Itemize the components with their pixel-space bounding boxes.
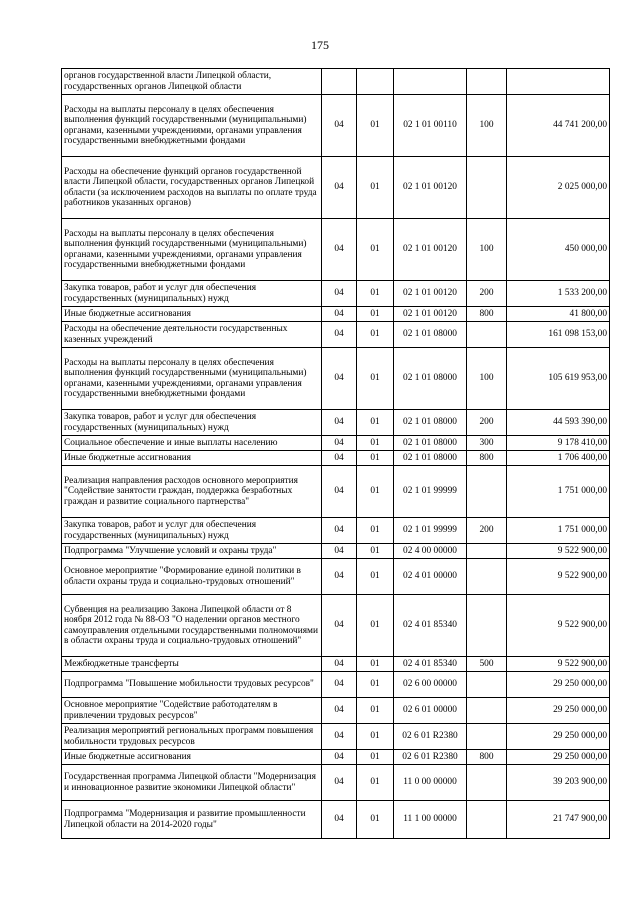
amount-cell: 9 522 900,00 xyxy=(507,559,610,595)
section-code-cell: 04 xyxy=(322,451,357,466)
amount-cell: 161 098 153,00 xyxy=(507,322,610,348)
amount-cell: 9 522 900,00 xyxy=(507,595,610,657)
expense-type-cell: 200 xyxy=(467,518,507,544)
item-name-cell: Закупка товаров, работ и услуг для обеспечения государственных (муниципальных) нужд xyxy=(62,410,322,436)
target-article-cell: 02 6 01 00000 xyxy=(394,698,467,724)
subsection-code-cell: 01 xyxy=(357,724,394,750)
section-code-cell: 04 xyxy=(322,724,357,750)
target-article-cell: 02 1 01 08000 xyxy=(394,436,467,451)
target-article-cell: 02 1 01 00120 xyxy=(394,157,467,219)
target-article-cell: 02 1 01 00120 xyxy=(394,307,467,322)
section-code-cell: 04 xyxy=(322,518,357,544)
amount-cell xyxy=(507,69,610,95)
section-code-cell: 04 xyxy=(322,595,357,657)
subsection-code-cell: 01 xyxy=(357,436,394,451)
amount-cell: 39 203 900,00 xyxy=(507,765,610,801)
expense-type-cell: 800 xyxy=(467,451,507,466)
section-code-cell: 04 xyxy=(322,157,357,219)
amount-cell: 29 250 000,00 xyxy=(507,724,610,750)
table-row xyxy=(62,672,610,698)
target-article-cell: 02 6 01 R2380 xyxy=(394,724,467,750)
section-code-cell: 04 xyxy=(322,698,357,724)
subsection-code-cell: 01 xyxy=(357,348,394,410)
subsection-code-cell: 01 xyxy=(357,451,394,466)
section-code-cell: 04 xyxy=(322,750,357,765)
table-row xyxy=(62,724,610,750)
table-row xyxy=(62,559,610,595)
item-name-cell: Расходы на выплаты персоналу в целях обеспечения выполнения функций государственными (муниципальными) органами, казенными учреждениями, органами управления государственными внебюджетными фондами xyxy=(62,348,322,410)
subsection-code-cell: 01 xyxy=(357,595,394,657)
item-name-cell: Расходы на выплаты персоналу в целях обеспечения выполнения функций государственными (муниципальными) органами, казенными учреждениями, органами управления государственными внебюджетными фондами xyxy=(62,219,322,281)
section-code-cell: 04 xyxy=(322,657,357,672)
item-name-cell: Субвенция на реализацию Закона Липецкой области от 8 ноября 2012 года № 88-ОЗ "О наделении органов местного самоуправления отдельными государственными полномочиями в области охраны труда и социально-трудовых отношений" xyxy=(62,595,322,657)
item-name-cell: Иные бюджетные ассигнования xyxy=(62,750,322,765)
section-code-cell: 04 xyxy=(322,322,357,348)
subsection-code-cell: 01 xyxy=(357,410,394,436)
target-article-cell: 11 0 00 00000 xyxy=(394,765,467,801)
table-row xyxy=(62,436,610,451)
amount-cell: 1 751 000,00 xyxy=(507,518,610,544)
section-code-cell: 04 xyxy=(322,410,357,436)
section-code-cell: 04 xyxy=(322,559,357,595)
section-code-cell: 04 xyxy=(322,466,357,518)
expense-type-cell: 200 xyxy=(467,410,507,436)
section-code-cell: 04 xyxy=(322,544,357,559)
table-row xyxy=(62,466,610,518)
target-article-cell: 02 1 01 08000 xyxy=(394,348,467,410)
table-row xyxy=(62,801,610,839)
amount-cell: 44 741 200,00 xyxy=(507,95,610,157)
amount-cell: 21 747 900,00 xyxy=(507,801,610,839)
subsection-code-cell: 01 xyxy=(357,219,394,281)
subsection-code-cell: 01 xyxy=(357,281,394,307)
target-article-cell: 02 4 00 00000 xyxy=(394,544,467,559)
subsection-code-cell: 01 xyxy=(357,544,394,559)
item-name-cell: Государственная программа Липецкой области "Модернизация и инновационное развитие экономики Липецкой области" xyxy=(62,765,322,801)
expense-type-cell: 500 xyxy=(467,657,507,672)
target-article-cell: 02 1 01 99999 xyxy=(394,466,467,518)
item-name-cell: Реализация мероприятий региональных программ повышения мобильности трудовых ресурсов xyxy=(62,724,322,750)
expense-type-cell xyxy=(467,698,507,724)
subsection-code-cell: 01 xyxy=(357,698,394,724)
item-name-cell: Иные бюджетные ассигнования xyxy=(62,451,322,466)
section-code-cell: 04 xyxy=(322,281,357,307)
budget-table xyxy=(61,68,610,839)
item-name-cell: Иные бюджетные ассигнования xyxy=(62,307,322,322)
amount-cell: 29 250 000,00 xyxy=(507,698,610,724)
target-article-cell: 02 1 01 00120 xyxy=(394,219,467,281)
target-article-cell: 02 4 01 85340 xyxy=(394,657,467,672)
amount-cell: 29 250 000,00 xyxy=(507,672,610,698)
target-article-cell: 02 4 01 85340 xyxy=(394,595,467,657)
section-code-cell: 04 xyxy=(322,348,357,410)
amount-cell: 1 706 400,00 xyxy=(507,451,610,466)
target-article-cell xyxy=(394,69,467,95)
table-row xyxy=(62,750,610,765)
amount-cell: 105 619 953,00 xyxy=(507,348,610,410)
item-name-cell: Социальное обеспечение и иные выплаты населению xyxy=(62,436,322,451)
item-name-cell: Подпрограмма "Модернизация и развитие промышленности Липецкой области на 2014-2020 годы" xyxy=(62,801,322,839)
item-name-cell: Закупка товаров, работ и услуг для обеспечения государственных (муниципальных) нужд xyxy=(62,518,322,544)
table-row xyxy=(62,410,610,436)
table-row xyxy=(62,157,610,219)
item-name-cell: Основное мероприятие "Содействие работодателям в привлечении трудовых ресурсов" xyxy=(62,698,322,724)
table-row xyxy=(62,657,610,672)
target-article-cell: 02 1 01 00120 xyxy=(394,281,467,307)
subsection-code-cell xyxy=(357,69,394,95)
table-row xyxy=(62,451,610,466)
expense-type-cell: 300 xyxy=(467,436,507,451)
target-article-cell: 02 1 01 08000 xyxy=(394,322,467,348)
item-name-cell: Подпрограмма "Улучшение условий и охраны труда" xyxy=(62,544,322,559)
section-code-cell: 04 xyxy=(322,765,357,801)
expense-type-cell xyxy=(467,559,507,595)
subsection-code-cell: 01 xyxy=(357,322,394,348)
target-article-cell: 02 6 01 R2380 xyxy=(394,750,467,765)
page-number: 175 xyxy=(311,38,329,52)
table-row xyxy=(62,544,610,559)
section-code-cell: 04 xyxy=(322,672,357,698)
expense-type-cell: 200 xyxy=(467,281,507,307)
target-article-cell: 02 4 01 00000 xyxy=(394,559,467,595)
amount-cell: 2 025 000,00 xyxy=(507,157,610,219)
amount-cell: 44 593 390,00 xyxy=(507,410,610,436)
expense-type-cell xyxy=(467,322,507,348)
item-name-cell: Подпрограмма "Повышение мобильности трудовых ресурсов" xyxy=(62,672,322,698)
target-article-cell: 02 1 01 99999 xyxy=(394,518,467,544)
subsection-code-cell: 01 xyxy=(357,518,394,544)
subsection-code-cell: 01 xyxy=(357,95,394,157)
expense-type-cell xyxy=(467,157,507,219)
amount-cell: 9 178 410,00 xyxy=(507,436,610,451)
table-row xyxy=(62,281,610,307)
target-article-cell: 11 1 00 00000 xyxy=(394,801,467,839)
table-row xyxy=(62,322,610,348)
subsection-code-cell: 01 xyxy=(357,657,394,672)
table-row xyxy=(62,69,610,95)
item-name-cell: органов государственной власти Липецкой области, государственных органов Липецкой области xyxy=(62,69,322,95)
item-name-cell: Межбюджетные трансферты xyxy=(62,657,322,672)
item-name-cell: Основное мероприятие "Формирование единой политики в области охраны труда и социально-трудовых отношений" xyxy=(62,559,322,595)
table-row xyxy=(62,698,610,724)
target-article-cell: 02 1 01 08000 xyxy=(394,451,467,466)
subsection-code-cell: 01 xyxy=(357,466,394,518)
expense-type-cell xyxy=(467,672,507,698)
subsection-code-cell: 01 xyxy=(357,750,394,765)
item-name-cell: Расходы на обеспечение деятельности государственных казенных учреждений xyxy=(62,322,322,348)
subsection-code-cell: 01 xyxy=(357,157,394,219)
expense-type-cell: 100 xyxy=(467,219,507,281)
subsection-code-cell: 01 xyxy=(357,307,394,322)
expense-type-cell: 100 xyxy=(467,95,507,157)
section-code-cell: 04 xyxy=(322,436,357,451)
amount-cell: 29 250 000,00 xyxy=(507,750,610,765)
table-row xyxy=(62,518,610,544)
section-code-cell xyxy=(322,69,357,95)
expense-type-cell: 800 xyxy=(467,307,507,322)
item-name-cell: Расходы на выплаты персоналу в целях обеспечения выполнения функций государственными (муниципальными) органами, казенными учреждениями, органами управления государственными внебюджетными фондами xyxy=(62,95,322,157)
amount-cell: 450 000,00 xyxy=(507,219,610,281)
table-row xyxy=(62,348,610,410)
item-name-cell: Закупка товаров, работ и услуг для обеспечения государственных (муниципальных) нужд xyxy=(62,281,322,307)
table-row xyxy=(62,307,610,322)
table-row xyxy=(62,595,610,657)
table-row xyxy=(62,219,610,281)
target-article-cell: 02 1 01 08000 xyxy=(394,410,467,436)
subsection-code-cell: 01 xyxy=(357,559,394,595)
amount-cell: 1 533 200,00 xyxy=(507,281,610,307)
table-row xyxy=(62,765,610,801)
expense-type-cell xyxy=(467,724,507,750)
section-code-cell: 04 xyxy=(322,801,357,839)
table-row xyxy=(62,95,610,157)
expense-type-cell xyxy=(467,466,507,518)
target-article-cell: 02 1 01 00110 xyxy=(394,95,467,157)
section-code-cell: 04 xyxy=(322,219,357,281)
expense-type-cell xyxy=(467,595,507,657)
amount-cell: 9 522 900,00 xyxy=(507,657,610,672)
target-article-cell: 02 6 00 00000 xyxy=(394,672,467,698)
amount-cell: 41 800,00 xyxy=(507,307,610,322)
expense-type-cell xyxy=(467,69,507,95)
amount-cell: 9 522 900,00 xyxy=(507,544,610,559)
subsection-code-cell: 01 xyxy=(357,672,394,698)
expense-type-cell: 800 xyxy=(467,750,507,765)
amount-cell: 1 751 000,00 xyxy=(507,466,610,518)
expense-type-cell xyxy=(467,801,507,839)
item-name-cell: Расходы на обеспечение функций органов государственной власти Липецкой области, государственных органов Липецкой области (за исключением расходов на выплаты по оплате труда работников указанных органов) xyxy=(62,157,322,219)
expense-type-cell xyxy=(467,765,507,801)
section-code-cell: 04 xyxy=(322,307,357,322)
section-code-cell: 04 xyxy=(322,95,357,157)
expense-type-cell xyxy=(467,544,507,559)
subsection-code-cell: 01 xyxy=(357,801,394,839)
subsection-code-cell: 01 xyxy=(357,765,394,801)
item-name-cell: Реализация направления расходов основного мероприятия "Содействие занятости граждан, поддержка безработных граждан и развитие социального партнерства" xyxy=(62,466,322,518)
expense-type-cell: 100 xyxy=(467,348,507,410)
